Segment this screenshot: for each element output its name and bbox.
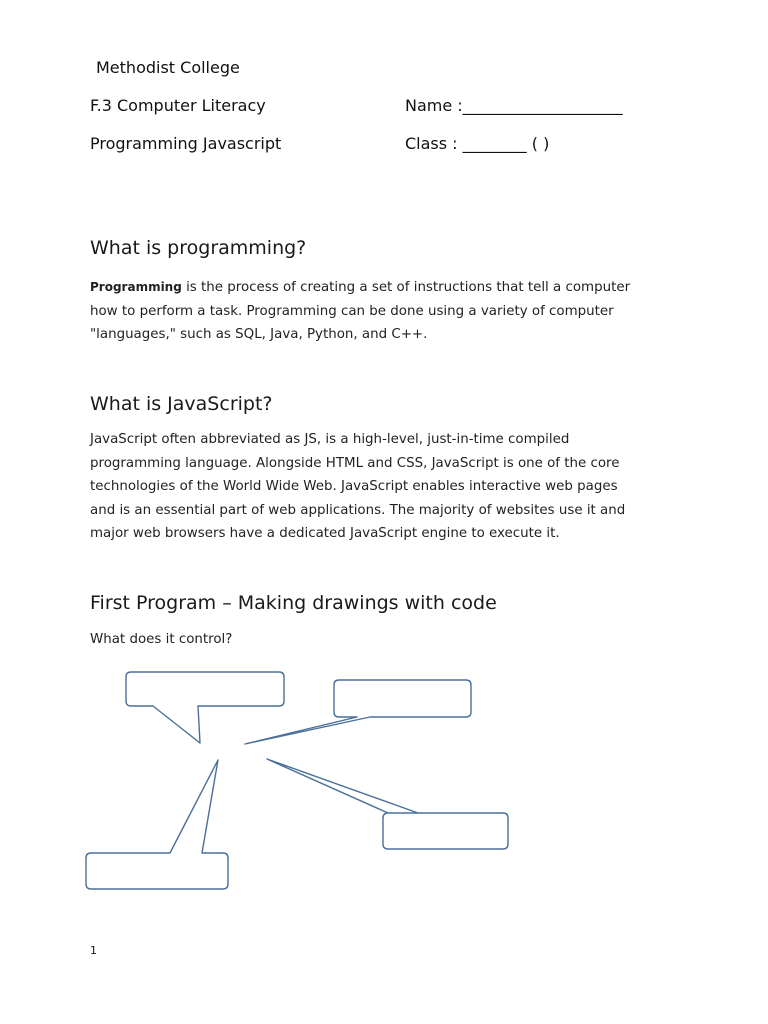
section-heading-programming: What is programming? [90,237,307,259]
paragraph-line: major web browsers have a dedicated JavaScript engine to execute it. [90,526,560,541]
callout-box-top-left [126,672,284,743]
callout-box-bottom-right [267,759,508,849]
paragraph-line: JavaScript often abbreviated as JS, is a high-level, just-in-time compiled [90,432,570,447]
course-title: F.3 Computer Literacy [90,96,266,115]
diagram-question: What does it control? [90,632,233,647]
bold-term: Programming [90,280,182,294]
name-field: Name :____________________ [405,96,623,115]
section-heading-javascript: What is JavaScript? [90,393,273,415]
page-number: 1 [90,944,97,957]
school-name: Methodist College [96,58,240,77]
topic-title: Programming Javascript [90,134,282,153]
callout-box-bottom-left [86,760,228,889]
paragraph-line: "languages," such as SQL, Java, Python, and C++. [90,327,428,342]
paragraph-line: programming language. Alongside HTML and CSS, JavaScript is one of the core [90,455,620,471]
callout-box-top-right [245,680,471,744]
paragraph-line: Programming is the process of creating a set of instructions that tell a computer [90,280,631,295]
paragraph-line: technologies of the World Wide Web. JavaScript enables interactive web pages [90,479,618,494]
section-heading-first-program: First Program – Making drawings with code [90,592,497,614]
class-field: Class : ________ ( ) [405,134,550,153]
paragraph-line: and is an essential part of web applications. The majority of websites use it and [90,502,626,518]
paragraph-line: how to perform a task. Programming can be done using a variety of computer [90,303,614,319]
